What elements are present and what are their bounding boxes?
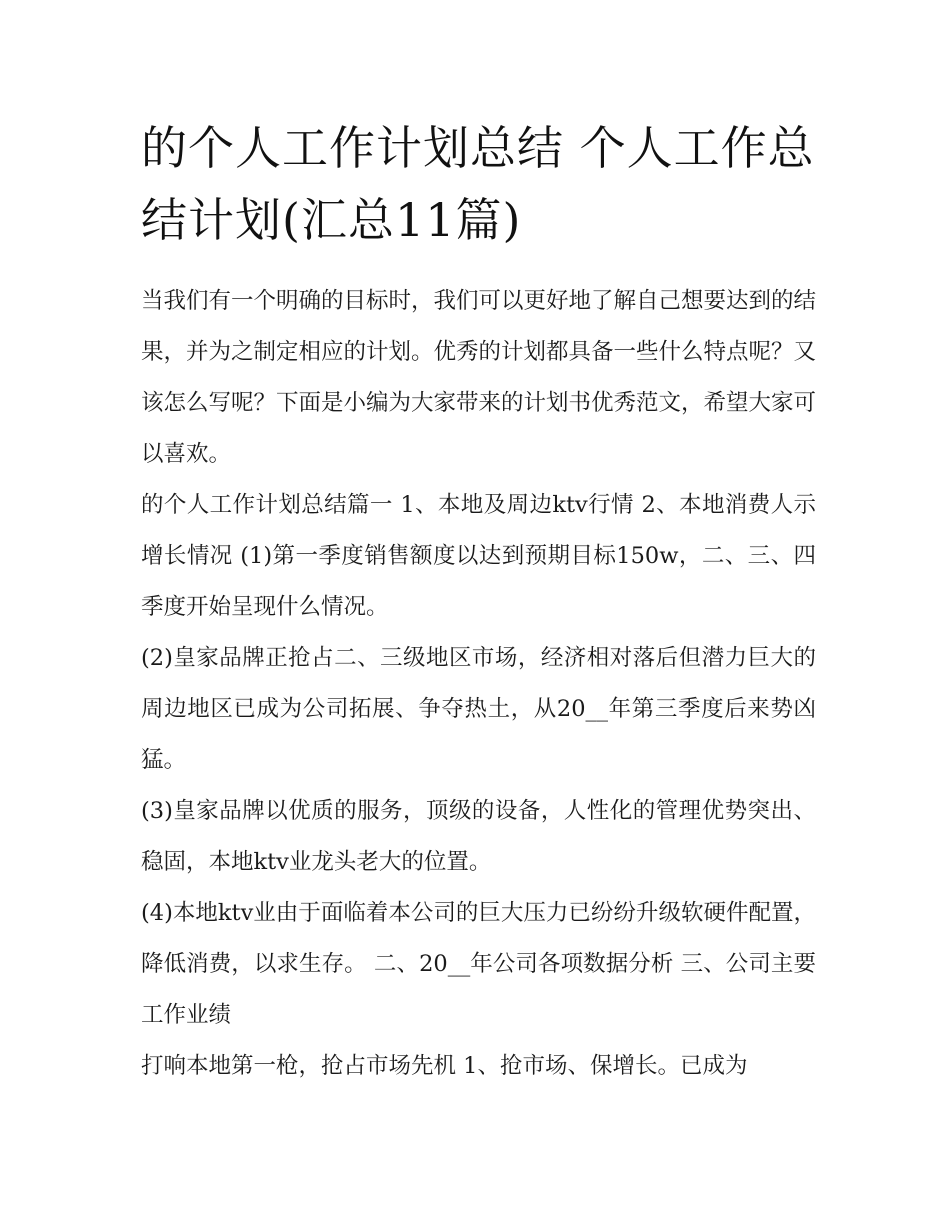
point-4-paragraph: (4)本地ktv业由于面临着本公司的巨大压力已纷纷升级软硬件配置，降低消费，以求生存。 二、20__年公司各项数据分析 三、公司主要工作业绩 <box>141 900 816 1028</box>
section-one-paragraph: 的个人工作计划总结篇一 1、本地及周边ktv行情 2、本地消费人示增长情况 (1)第一季度销售额度以达到预期目标150w，二、三、四季度开始呈现什么情况。 <box>141 492 816 620</box>
document-body <box>141 112 816 1092</box>
point-2-paragraph: (2)皇家品牌正抢占二、三级地区市场，经济相对落后但潜力巨大的周边地区已成为公司拓展、争夺热土，从20__年第三季度后来势凶猛。 <box>141 645 816 773</box>
document-title: 的个人工作计划总结 个人工作总结计划(汇总11篇) <box>141 121 815 247</box>
point-3-paragraph: (3)皇家品牌以优质的服务，顶级的设备，人性化的管理优势突出、稳固，本地ktv业龙头老大的位置。 <box>141 798 816 875</box>
achievement-paragraph: 打响本地第一枪，抢占市场先机 1、抢市场、保增长。已成为 <box>141 1053 748 1079</box>
intro-paragraph: 当我们有一个明确的目标时，我们可以更好地了解自己想要达到的结果，并为之制定相应的计划。优秀的计划都具备一些什么特点呢？又该怎么写呢？下面是小编为大家带来的计划书优秀范文，希望大家可以喜欢。 <box>141 288 817 467</box>
